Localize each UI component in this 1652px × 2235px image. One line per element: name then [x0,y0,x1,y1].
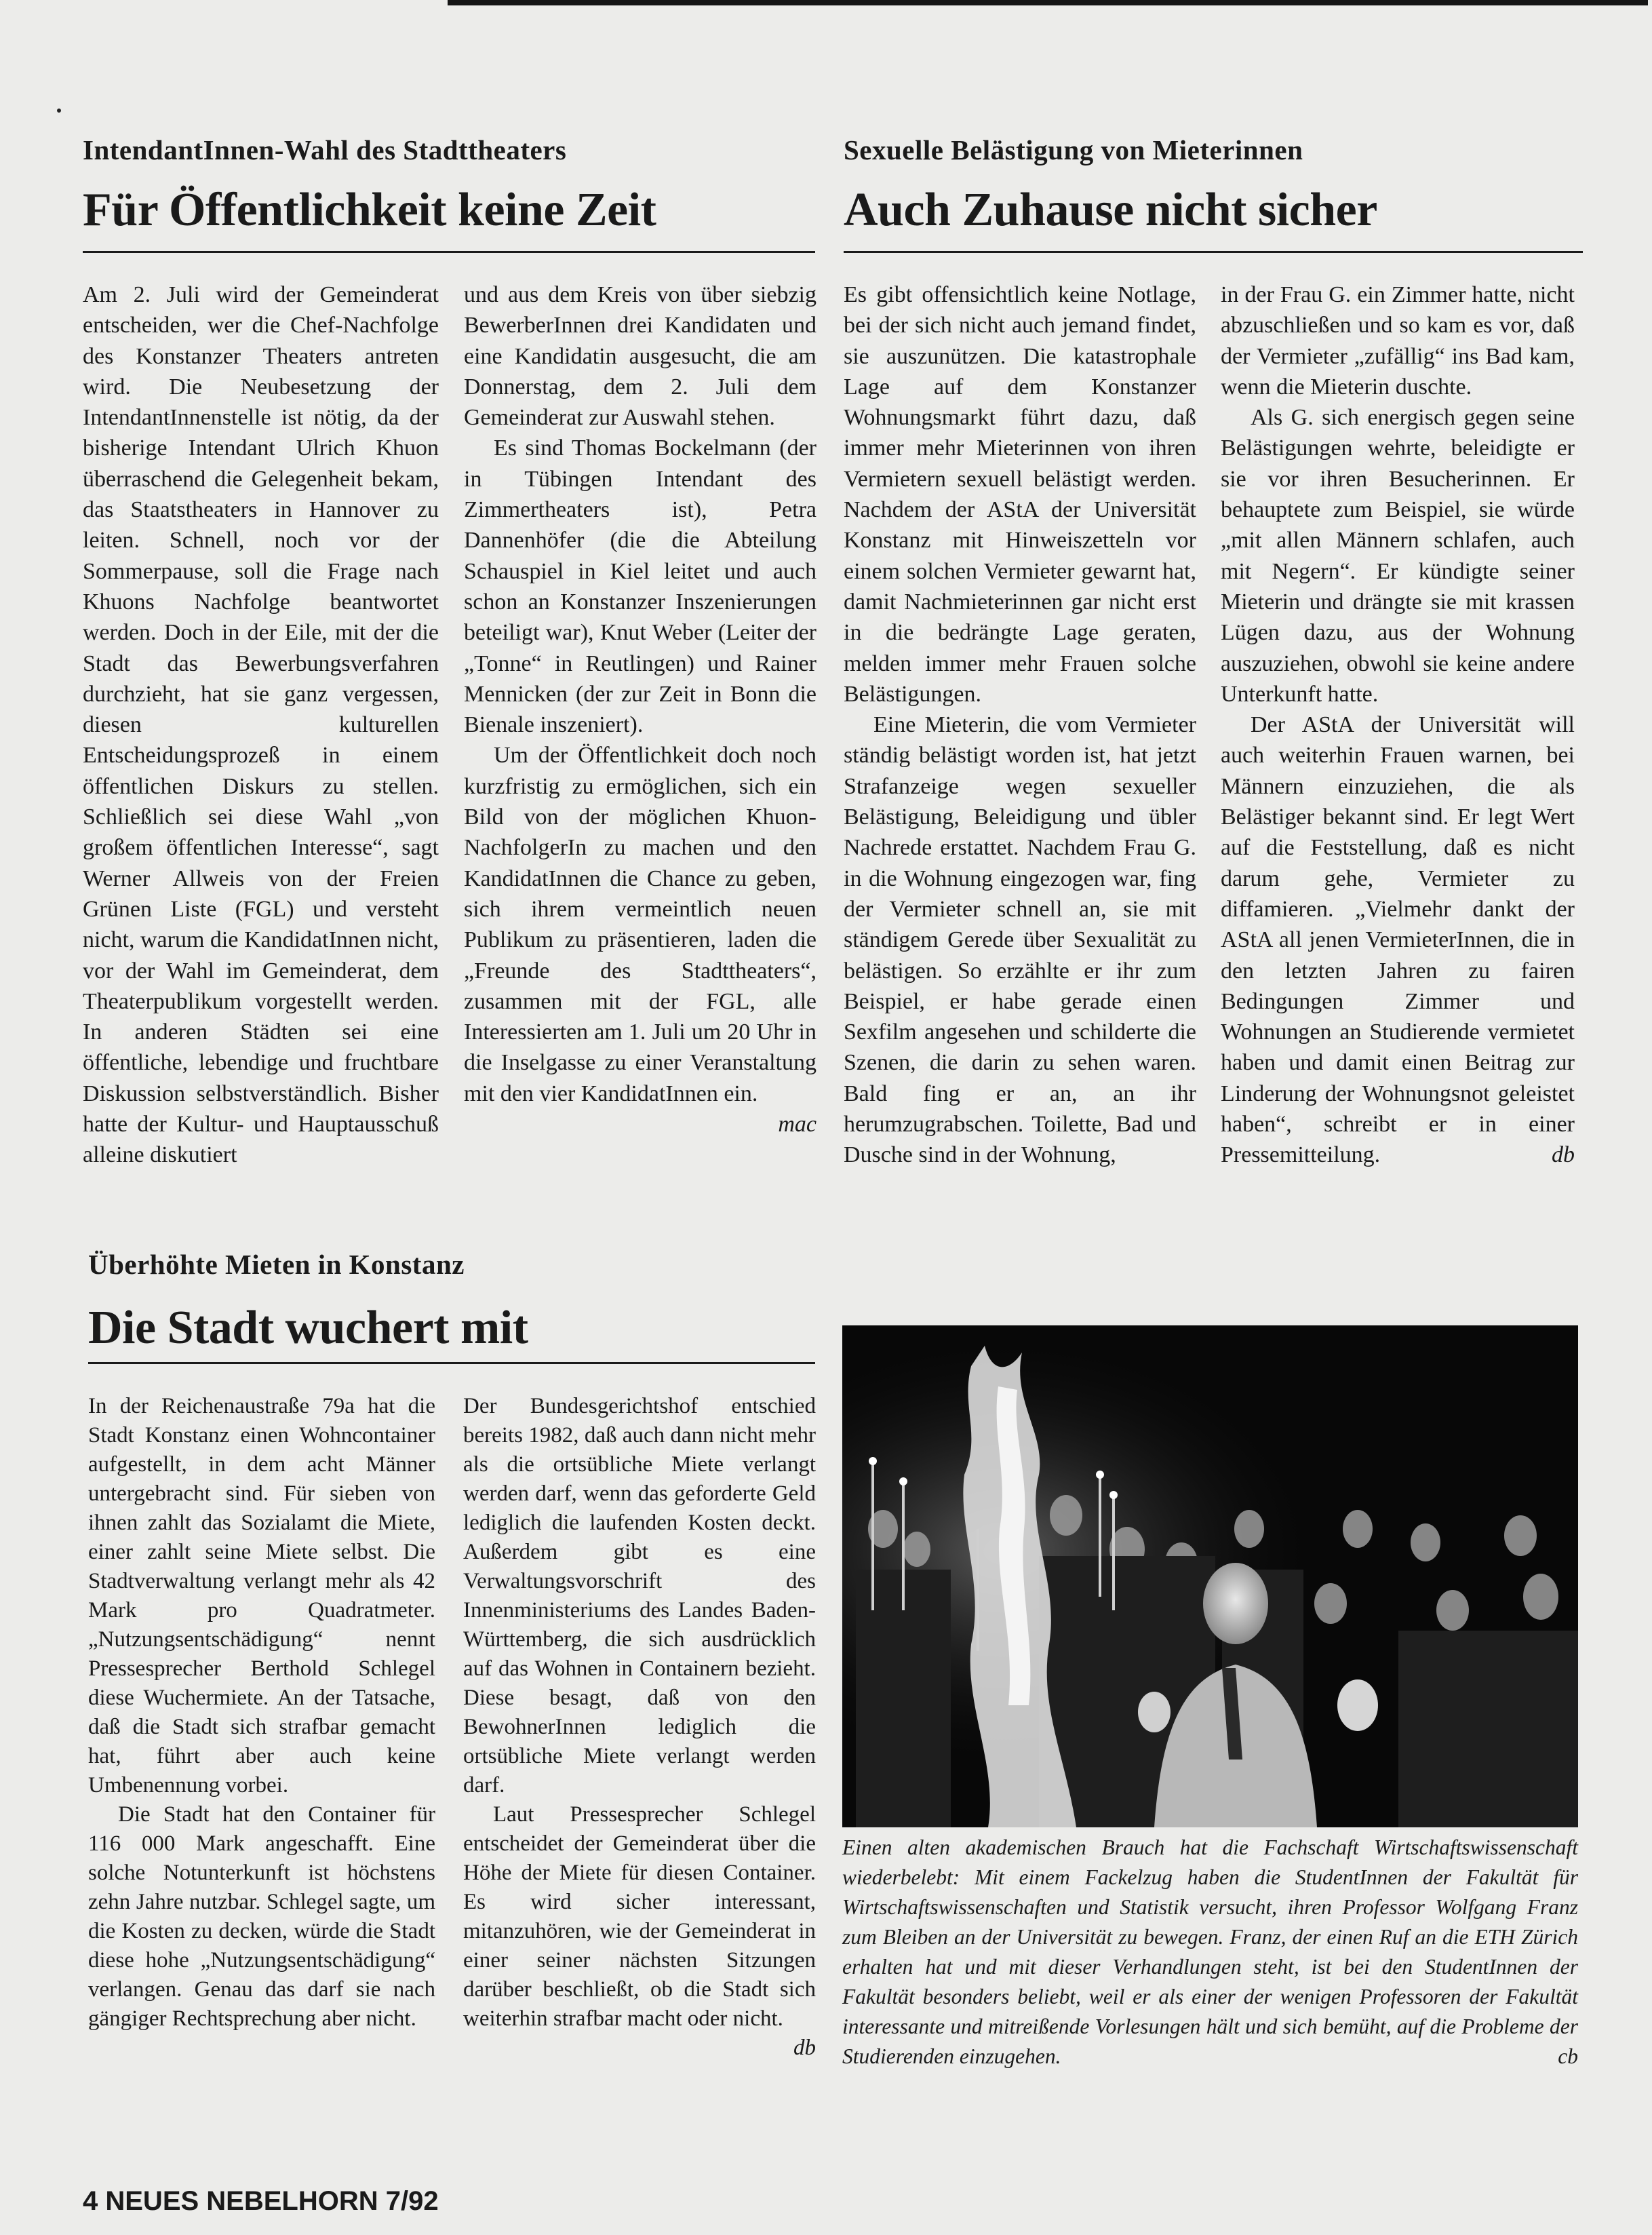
article3-kicker: Überhöhte Mieten in Konstanz [88,1249,465,1280]
body-paragraph: Laut Pressesprecher Schlegel entscheidet der Gemeinderat über die Höhe der Miete für diesen Container. Es wird sicher interessant, mitanzuhören, wie der Gemeinderat in einer seiner nächsten Sitzungen darüber beschließt, ob die Stadt sich weiterhin strafbar macht oder nicht. db [463,1800,816,2034]
torchlight-procession-photo [842,1325,1578,1827]
article1-column-2 [464,279,817,1190]
article2-kicker: Sexuelle Belästigung von Mieterinnen [844,134,1303,166]
caption-signature: cb [1558,2044,1578,2068]
body-paragraph: Als G. sich energisch gegen seine Belästigungen wehrte, beleidigte er sie vor ihren Besucherinnen. Er behauptete zum Beispiel, sie würde „mit allen Männern schlafen, auch mit Negern“. Er kündigte seiner Mieterin und drängte sie mit krassen Lügen dazu, aus der Wohnung auszuziehen, obwohl sie keine andere Unterkunft hatte. [1221,405,1575,707]
body-paragraph: und aus dem Kreis von über siebzig BewerberInnen drei Kandidaten und eine Kandidatin ausgesucht, die am Donnerstag, dem 2. Juli dem Gemeinderat zur Auswahl stehen. [464,282,817,431]
body-paragraph: Um der Öffentlichkeit doch noch kurzfristig zu ermöglichen, sich ein Bild von der möglichen Khuon-NachfolgerIn zu machen und den KandidatInnen die Chance zu geben, sich ihrem vermeintlich neuen Publikum zu präsentieren, laden die „Freunde des Stadttheaters“, zusammen mit der FGL, alle Interessierten am 1. Juli um 20 Uhr in die Inselgasse zu einer Veranstaltung mit den vier KandidatInnen ein. mac [464,740,817,1109]
body-paragraph: Die Stadt hat den Container für 116 000 Mark angeschafft. Eine solche Notunterkunft ist höchstens zehn Jahre nutzbar. Schlegel sagte, um die Kosten zu decken, würde die Stadt diese hohe „Nutzungsentschädigung“ verlangen. Genau das darf sie nach gängiger Rechtsprechung aber nicht. [88,1802,435,2031]
body-paragraph: Es sind Thomas Bockelmann (der in Tübingen Intendant des Zimmertheaters ist), Petra Dannenhöfer (die die Abteilung Schauspiel in Kiel leitet und auch schon an Konstanzer Inszenierungen beteiligt war), Knut Weber (Leiter der „Tonne“ in Reutlingen) und Rainer Mennicken (der zur Zeit in Bonn die Bienale inszeniert). [464,435,817,738]
author-signature: db [793,2036,816,2060]
caption-text: Einen alten akademischen Brauch hat die Fachschaft Wirtschaftswissenschaft wiederbelebt: Mit einem Fackelzug haben die StudentInnen der Fakultät für Wirtschaftswissenschaften und Statistik versucht, ihren Professor Wolfgang Franz zum Bleiben an der Universität zu bewegen. Franz, der einen Ruf an die ETH Zürich erhalten hat und mit dieser Verhandlungen steht, ist bei den StudentInnen der Fakultät besonders beliebt, weil er als einer der wenigen Professoren der Fakultät interessante und mitreißende Vorlesungen hält und sich bemüht, auf die Probleme der Studierenden einzugehen. [842,1835,1578,2068]
margin-dot [57,109,61,113]
article1-headline: Für Öffentlichkeit keine Zeit [83,184,656,236]
article2-headline-rule [844,251,1583,253]
body-paragraph: Der AStA der Universität will auch weiterhin Frauen warnen, bei Männern einzuziehen, die als Belästiger bekannt sind. Er legt Wert auf die Feststellung, daß es nicht darum gehe, Vermieter zu diffamieren. „Vielmehr dankt der AStA all jenen VermieterInnen, die in den letzten Jahren zu fairen Bedingungen Zimmer und Wohnungen an Studierende vermietet haben und damit einen Beitrag zur Linderung der Wohnungsnot geleistet haben“, schreibt er in einer Pressemitteilung. db [1221,710,1575,1170]
article2-column-1 [844,279,1196,1221]
body-paragraph: Es gibt offensichtlich keine Notlage, bei der sich nicht auch jemand findet, sie auszunützen. Die katastrophale Lage auf dem Konstanzer Wohnungsmarkt führt dazu, daß immer mehr Mieterinnen von ihren Vermietern sexuell belästigt werden. Nachdem der AStA der Universität Konstanz mit Hinweiszetteln vor einem solchen Vermieter gewarnt hat, damit Nachmieterinnen gar nicht erst in die bedrängte Lage geraten, melden immer mehr Frauen solche Belästigungen. [844,282,1196,707]
article1-column-1 [83,279,439,1190]
body-paragraph: In der Reichenaustraße 79a hat die Stadt Konstanz einen Wohncontainer aufgestellt, in dem acht Männer untergebracht sind. Für sieben von ihnen zahlt das Sozialamt die Miete, einer zahlt seine Miete selbst. Die Stadtverwaltung verlangt mehr als 42 Mark pro Quadratmeter. „Nutzungsentschädigung“ nennt Pressesprecher Berthold Schlegel diese Wuchermiete. An der Tatsache, daß die Stadt sich strafbar gemacht hat, führt aber auch keine Umbenennung vorbei. [88,1394,435,1797]
author-signature: mac [778,1112,817,1138]
photo-image [842,1325,1578,1827]
body-paragraph: in der Frau G. ein Zimmer hatte, nicht abzuschließen und so kam es vor, daß der Vermieter „zufällig“ ins Bad kam, wenn die Mieterin duschte. [1221,282,1575,400]
article3-column-1 [88,1392,435,2124]
top-border-bar [448,0,1648,5]
body-paragraph: Der Bundesgerichtshof entschied bereits 1982, daß auch dann nicht mehr als die ortsübliche Miete verlangt werden darf, wenn das geforderte Geld lediglich die laufenden Kosten deckt. Außerdem gibt es eine Verwaltungsvorschrift des Innenministeriums des Landes Baden-Württemberg, die sich ausdrücklich auf das Wohnen in Containern bezieht. Diese besagt, daß von den BewohnerInnen lediglich die ortsübliche Miete verlangt werden darf. [463,1394,816,1797]
body-paragraph: Am 2. Juli wird der Gemeinderat entscheiden, wer die Chef-Nachfolge des Konstanzer Theaters antreten wird. Die Neubesetzung der IntendantInnenstelle ist nötig, da der bisherige Intendant Ulrich Khuon überraschend die Gelegenheit bekam, das Staatstheaters in Hannover zu leiten. Schnell, noch vor der Sommerpause, soll die Frage nach Khuons Nachfolge beantwortet werden. Doch in der Eile, mit der die Stadt das Bewerbungsverfahren durchzieht, hat sie ganz vergessen, diesen kulturellen Entscheidungsprozeß in einem öffentlichen Diskurs zu stellen. Schließlich sei diese Wahl „von großem öffentlichen Interesse“, sagt Werner Allweis von der Freien Grünen Liste (FGL) und versteht nicht, warum die KandidatInnen nicht, vor der Wahl im Gemeinderat, dem Theaterpublikum vorgestellt werden. In anderen Städten sei eine öffentliche, lebendige und fruchtbare Diskussion selbstverständlich. Bisher hatte der Kultur- und Hauptausschuß alleine diskutiert [83,282,439,1168]
page-footer: 4 NEUES NEBELHORN 7/92 [83,2186,439,2216]
article2-column-2 [1221,279,1575,1221]
body-paragraph: Eine Mieterin, die vom Vermieter ständig belästigt worden ist, hat jetzt Strafanzeige wegen sexueller Belästigung, Beleidigung und übler Nachrede erstattet. Nachdem Frau G. in die Wohnung eingezogen war, fing der Vermieter schnell an, sie mit ständigem Gerede über Sexualität zu belästigen. So erzählte er ihr zum Beispiel, er habe gerade einen Sexfilm angesehen und schilderte die Szenen, die darin zu sehen waren. Bald fing er an, an ihr herumzugrabschen. Toilette, Bad und Dusche sind in der Wohnung, [844,712,1196,1168]
author-signature: db [1552,1142,1575,1168]
article3-headline: Die Stadt wuchert mit [88,1302,528,1354]
article1-headline-rule [83,251,815,253]
article3-headline-rule [88,1362,815,1364]
article1-kicker: IntendantInnen-Wahl des Stadttheaters [83,134,567,166]
article3-column-2 [463,1392,816,2124]
photo-caption [842,1833,1578,2072]
article2-headline: Auch Zuhause nicht sicher [844,184,1377,236]
